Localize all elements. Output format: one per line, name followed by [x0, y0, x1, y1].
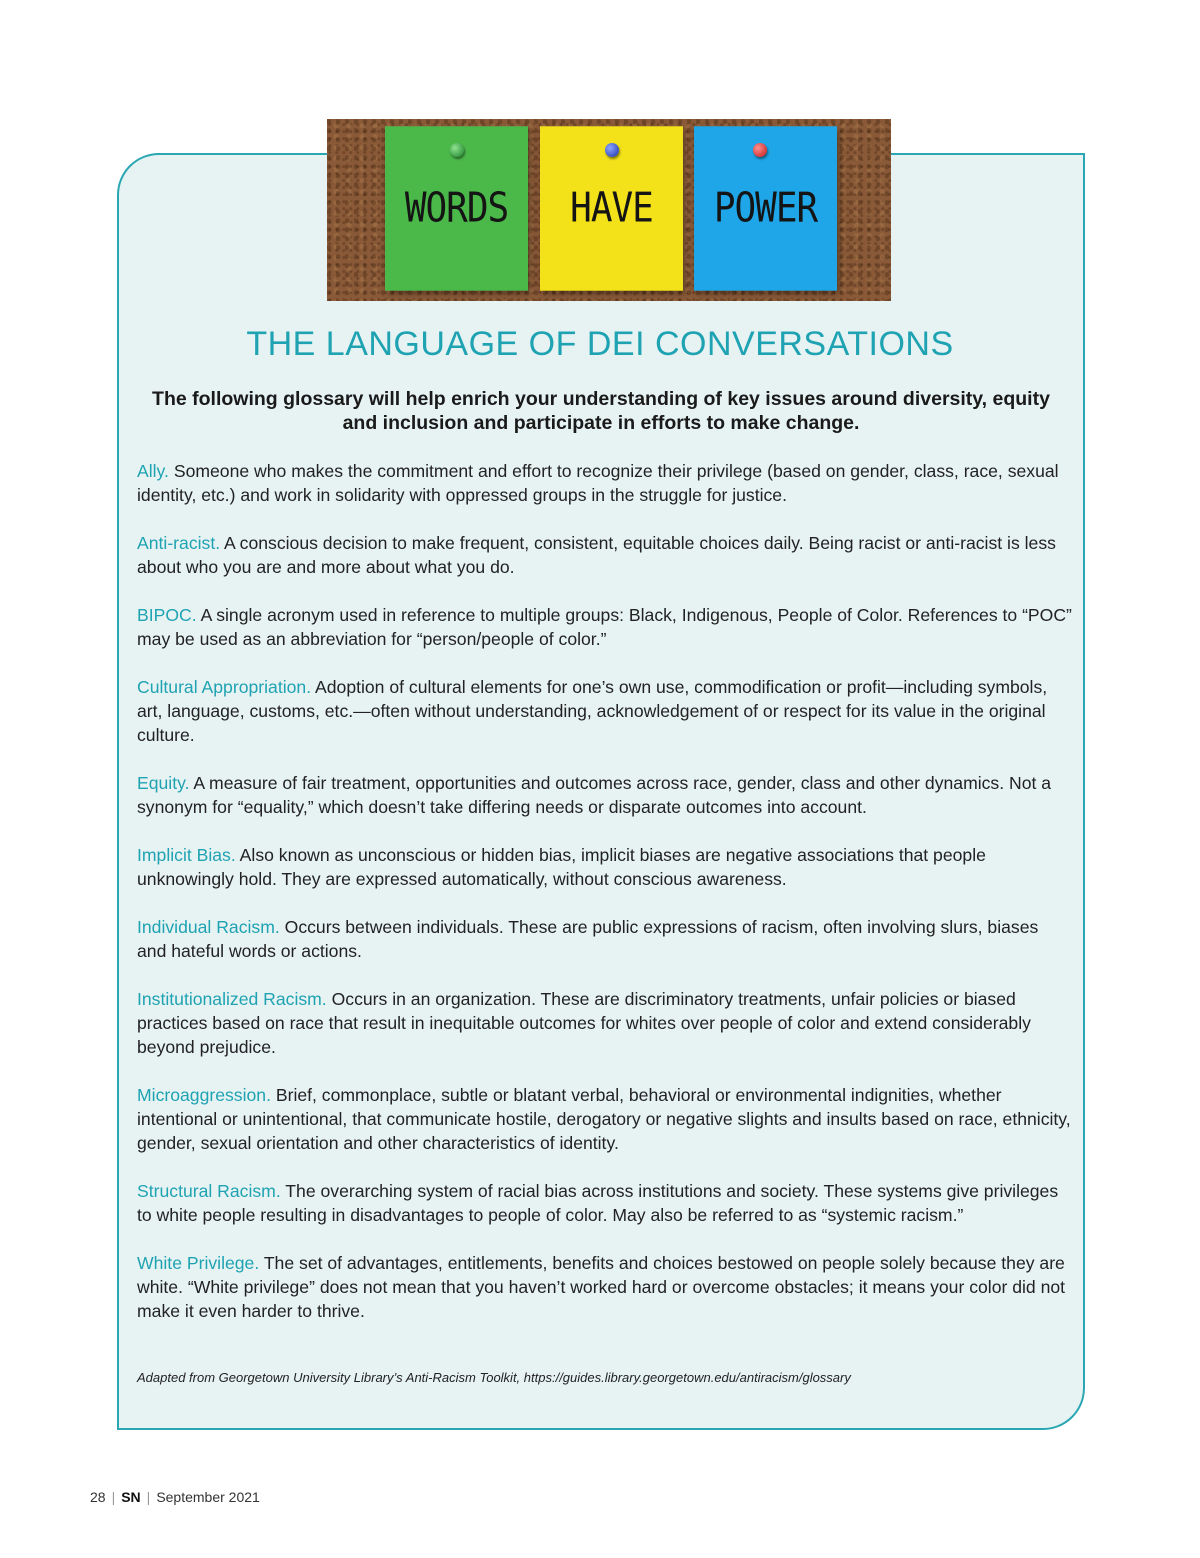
glossary-definition: Adoption of cultural elements for one’s own use, commodification or profit—including symbols, art, language, customs, etc.—often without understanding, acknowledgement of or respect for its value in the original culture.	[137, 677, 1048, 745]
glossary-term: Microaggression.	[137, 1085, 271, 1105]
page-title: THE LANGUAGE OF DEI CONVERSATIONS	[246, 325, 954, 363]
glossary-term: BIPOC.	[137, 605, 197, 625]
footer-separator: |	[146, 1489, 151, 1505]
page-footer	[90, 1489, 260, 1505]
glossary-entry	[137, 459, 1072, 507]
glossary-term: Individual Racism.	[137, 917, 280, 937]
footer-separator: |	[111, 1489, 116, 1505]
intro-text: The following glossary will help enrich your understanding of key issues around diversity, equity and inclusion and participate in efforts to make change.	[152, 388, 1050, 434]
glossary-term: Anti-racist.	[137, 533, 221, 553]
glossary-definition: A conscious decision to make frequent, consistent, equitable choices daily. Being racist or anti-racist is less about who you are and more about what you do.	[137, 533, 1056, 577]
sticky-note-text: POWER	[713, 184, 818, 233]
pushpin-icon	[605, 143, 619, 157]
glossary-definition: A measure of fair treatment, opportunities and outcomes across race, gender, class and other dynamics. Not a synonym for “equality,” which doesn’t take differing needs or disparate outcomes into account.	[137, 773, 1052, 817]
issue-date: September 2021	[156, 1489, 260, 1505]
glossary-term: White Privilege.	[137, 1253, 260, 1273]
glossary-definition: Also known as unconscious or hidden bias, implicit biases are negative associations that people unknowingly hold. They are expressed automatically, without conscious awareness.	[137, 845, 986, 889]
sticky-note-text: WORDS	[404, 184, 509, 233]
glossary-term: Cultural Appropriation.	[137, 677, 312, 697]
sticky-note-text: HAVE	[570, 184, 653, 233]
page-number: 28	[90, 1489, 106, 1505]
glossary-entry	[137, 915, 1072, 963]
glossary-definition: The set of advantages, entitlements, benefits and choices bestowed on people solely because they are white. “White privilege” does not mean that you haven’t worked hard or overcome obstacles; it means your color did not make it even harder to thrive.	[137, 1253, 1066, 1321]
glossary-definition: The overarching system of racial bias across institutions and society. These systems give privileges to white people resulting in disadvantages to people of color. May also be referred to as “systemic racism.”	[137, 1181, 1059, 1225]
glossary-entry	[137, 531, 1072, 579]
glossary-term: Institutionalized Racism.	[137, 989, 327, 1009]
pushpin-icon	[753, 143, 767, 157]
glossary-term: Structural Racism.	[137, 1181, 281, 1201]
glossary-definition: A single acronym used in reference to multiple groups: Black, Indigenous, People of Color. References to “POC” may be used as an abbreviation for “person/people of color.”	[137, 605, 1072, 649]
glossary-entry	[137, 675, 1072, 747]
glossary-term: Equity.	[137, 773, 190, 793]
glossary-term: Ally.	[137, 461, 169, 481]
glossary-entry	[137, 603, 1072, 651]
glossary-entry	[137, 771, 1072, 819]
publication-name: SN	[121, 1489, 141, 1505]
glossary-definition: Someone who makes the commitment and effort to recognize their privilege (based on gender, class, race, sexual identity, etc.) and work in solidarity with oppressed groups in the struggle for justice.	[137, 461, 1059, 505]
words-have-power-banner	[327, 119, 891, 301]
glossary-entry	[137, 1179, 1072, 1227]
glossary-list	[137, 459, 1072, 1347]
glossary-entry	[137, 1251, 1072, 1323]
glossary-term: Implicit Bias.	[137, 845, 236, 865]
pushpin-icon	[450, 143, 464, 157]
glossary-entry	[137, 987, 1072, 1059]
glossary-definition: Occurs between individuals. These are public expressions of racism, often involving slurs, biases and hateful words or actions.	[137, 917, 1039, 961]
source-citation: Adapted from Georgetown University Library’s Anti-Racism Toolkit, https://guides.library.georgetown.edu/antiracism/glossary	[137, 1370, 851, 1385]
glossary-entry	[137, 1083, 1072, 1155]
glossary-entry	[137, 843, 1072, 891]
glossary-definition: Brief, commonplace, subtle or blatant verbal, behavioral or environmental indignities, whether intentional or unintentional, that communicate hostile, derogatory or negative slights and insults based on race, ethnicity, gender, sexual orientation and other characteristics of identity.	[137, 1085, 1071, 1153]
glossary-definition: Occurs in an organization. These are discriminatory treatments, unfair policies or biased practices based on race that result in inequitable outcomes for whites over people of color and extend considerably beyond prejudice.	[137, 989, 1031, 1057]
